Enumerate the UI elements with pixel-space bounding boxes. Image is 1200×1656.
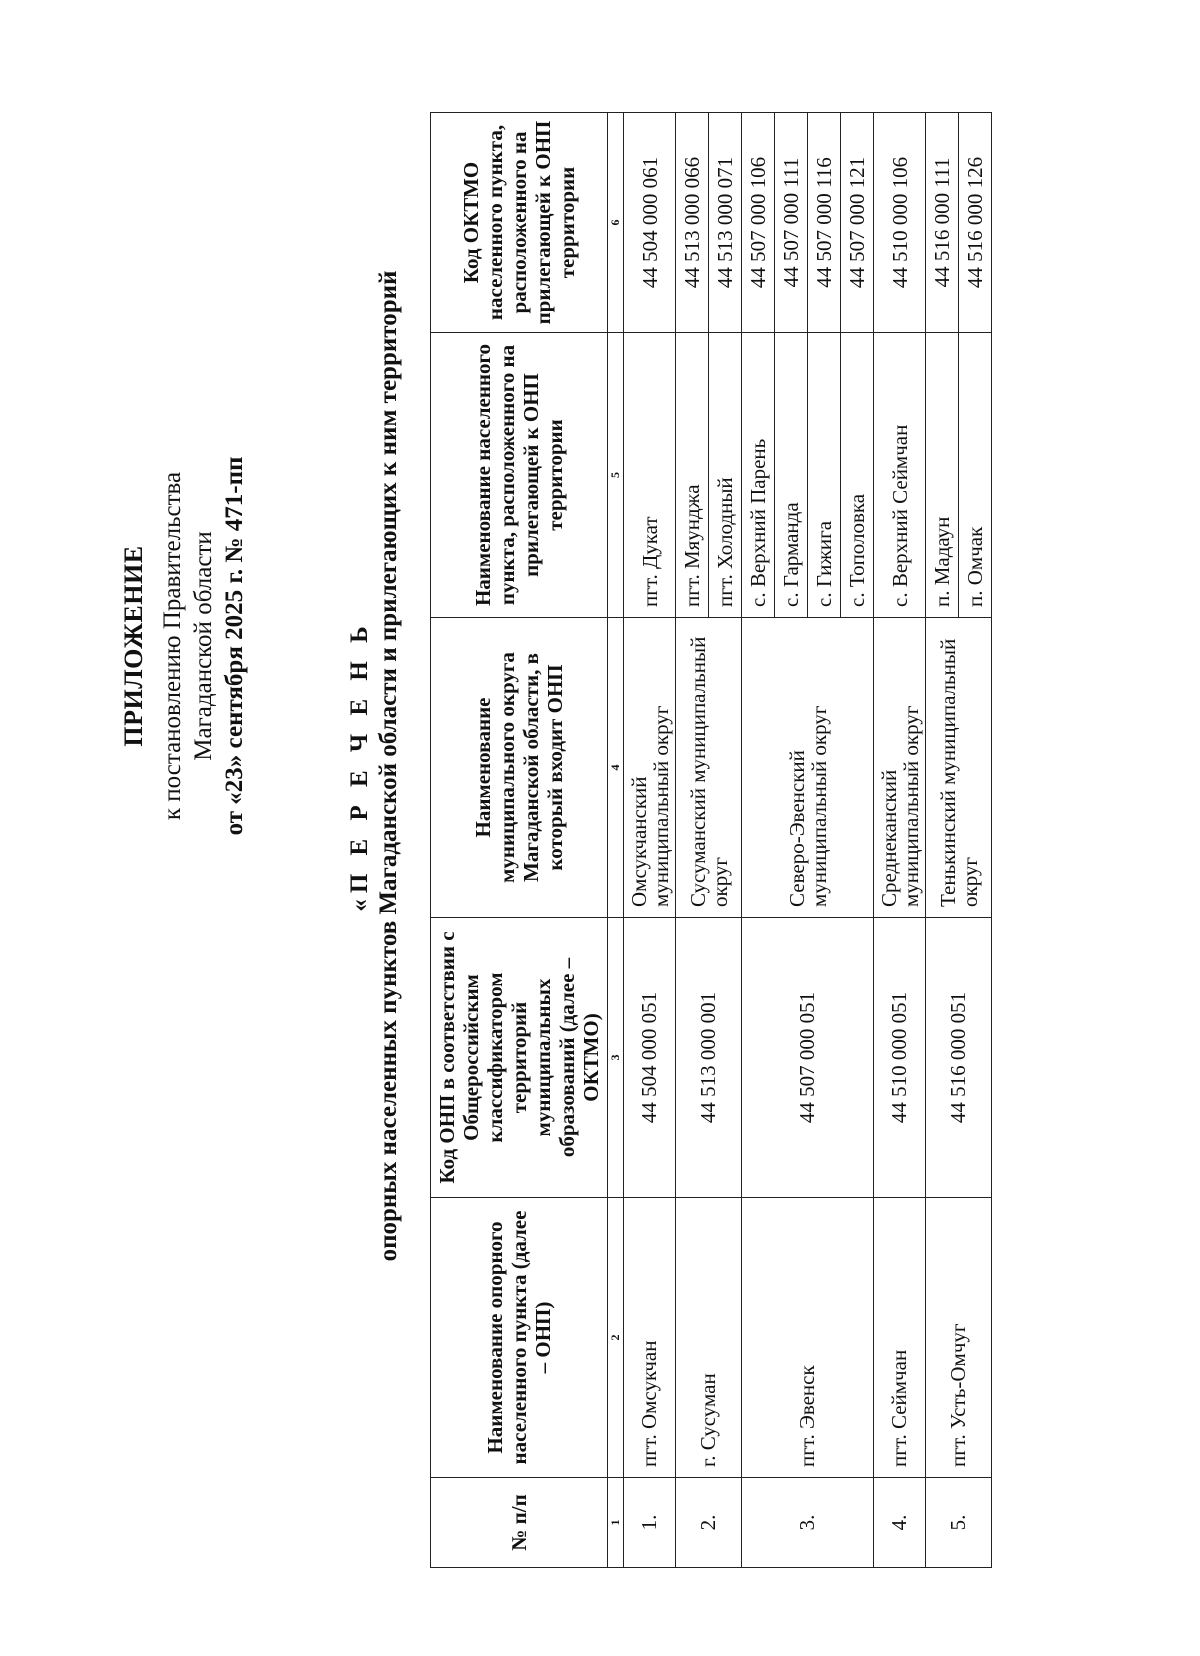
settlement-code: 44 513 000 066: [676, 113, 709, 333]
settlement-name: с. Верхний Парень: [742, 333, 775, 618]
settlement-code: 44 510 000 106: [874, 113, 926, 333]
row-number: 3.: [742, 1478, 874, 1568]
table-row: [926, 113, 959, 1568]
row-number: 5.: [926, 1478, 992, 1568]
settlement-code: 44 516 000 111: [926, 113, 959, 333]
row-number: 1.: [624, 1478, 676, 1568]
list-title: [345, 116, 403, 1416]
header-cell: Наименование опорного населенного пункта (далее – ОНП): [431, 1198, 608, 1478]
column-number: 5: [608, 333, 624, 618]
column-number-row: [608, 113, 624, 1568]
district-name: Среднеканский муниципальный округ: [874, 618, 926, 918]
list-subheading: опорных населенных пунктов Магаданской области и прилегающих к ним территорий: [375, 270, 402, 1262]
settlement-code: 44 507 000 106: [742, 113, 775, 333]
appendix-line-1: к постановлению Правительства: [159, 471, 186, 821]
settlement-code: 44 516 000 126: [959, 113, 992, 333]
table-row: [874, 113, 926, 1568]
onp-name: пгт. Эвенск: [742, 1198, 874, 1478]
onp-code: 44 507 000 051: [742, 918, 874, 1198]
appendix-line-3: от «23» сентября 2025 г. № 471-пп: [221, 456, 248, 836]
list-heading: «П Е Р Е Ч Е Н Ь: [346, 620, 373, 912]
header-cell: № п/п: [431, 1478, 608, 1568]
settlement-name: пгт. Дукат: [624, 333, 676, 618]
header-cell: Код ОНП в соответствии с Общероссийским классификатором территорий муниципальных образований (далее – ОКТМО): [431, 918, 608, 1198]
settlement-name: с. Гарманда: [775, 333, 808, 618]
settlement-name: с. Гижига: [808, 333, 841, 618]
settlement-name: п. Мадаун: [926, 333, 959, 618]
onp-name: пгт. Омсукчан: [624, 1198, 676, 1478]
header-cell: Наименование населенного пункта, расположенного на прилегающей к ОНП территории: [431, 333, 608, 618]
district-name: Северо-Эвенский муниципальный округ: [742, 618, 874, 918]
settlement-code: 44 507 000 121: [841, 113, 874, 333]
column-number: 3: [608, 918, 624, 1198]
settlement-code: 44 504 000 061: [624, 113, 676, 333]
settlement-code: 44 513 000 071: [709, 113, 742, 333]
district-name: Сусуманский муниципальный округ: [676, 618, 742, 918]
table-row: [742, 113, 775, 1568]
row-number: 4.: [874, 1478, 926, 1568]
table-row: [624, 113, 676, 1568]
onp-code: 44 510 000 051: [874, 918, 926, 1198]
row-number: 2.: [676, 1478, 742, 1568]
appendix-header: [118, 296, 250, 996]
table-row: [676, 113, 709, 1568]
district-name: Тенькинский муниципальный округ: [926, 618, 992, 918]
header-cell: Наименование муниципального округа Магаданской области, в который входит ОНП: [431, 618, 608, 918]
settlement-name: п. Омчак: [959, 333, 992, 618]
onp-code: 44 516 000 051: [926, 918, 992, 1198]
onp-code: 44 504 000 051: [624, 918, 676, 1198]
appendix-title: ПРИЛОЖЕНИЕ: [119, 545, 148, 747]
settlement-name: пгт. Мяунджа: [676, 333, 709, 618]
column-number: 1: [608, 1478, 624, 1568]
table-container: [430, 113, 992, 1568]
settlement-name: пгт. Холодный: [709, 333, 742, 618]
header-cell: Код ОКТМО населенного пункта, расположенного на прилегающей к ОНП территории: [431, 113, 608, 333]
onp-code: 44 513 000 001: [676, 918, 742, 1198]
column-number: 2: [608, 1198, 624, 1478]
onp-name: пгт. Усть-Омчуг: [926, 1198, 992, 1478]
settlements-table: [430, 112, 992, 1568]
column-number: 6: [608, 113, 624, 333]
settlement-name: с. Тополовка: [841, 333, 874, 618]
onp-name: г. Сусуман: [676, 1198, 742, 1478]
rotated-landscape-sheet: [0, 6, 1200, 1656]
settlement-code: 44 507 000 111: [775, 113, 808, 333]
settlement-code: 44 507 000 116: [808, 113, 841, 333]
settlement-name: с. Верхний Сеймчан: [874, 333, 926, 618]
column-number: 4: [608, 618, 624, 918]
appendix-line-2: Магаданской области: [190, 531, 217, 761]
district-name: Омсукчанский муниципальный округ: [624, 618, 676, 918]
onp-name: пгт. Сеймчан: [874, 1198, 926, 1478]
table-header-row: [431, 113, 608, 1568]
